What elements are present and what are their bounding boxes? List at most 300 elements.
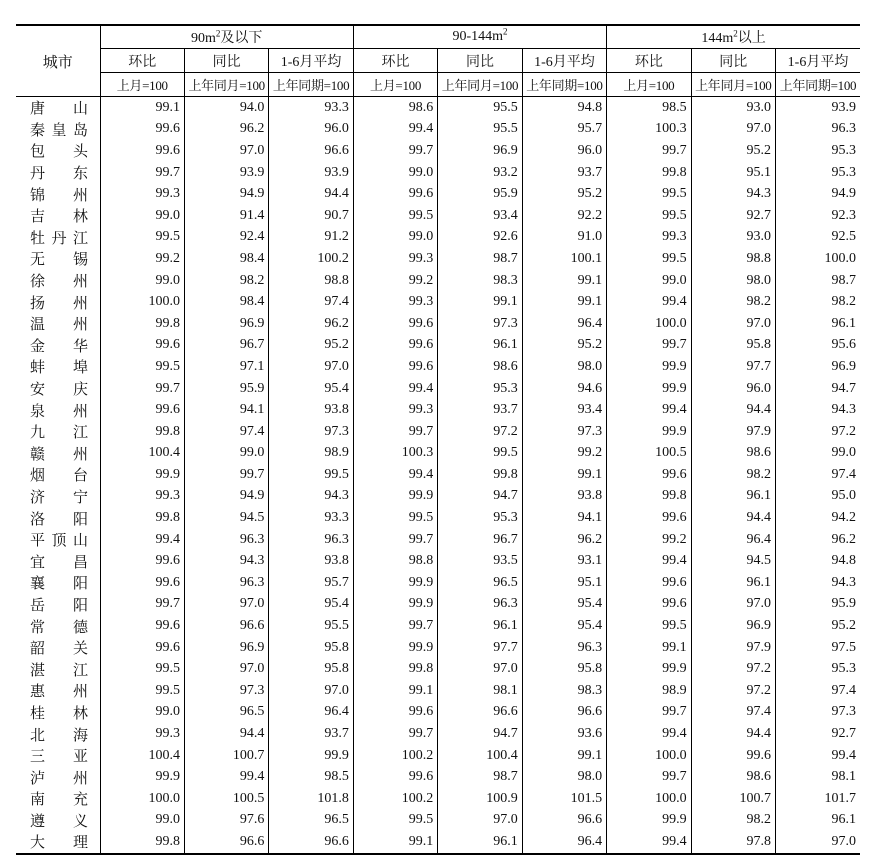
value-cell: 98.5 bbox=[269, 766, 353, 788]
value-cell: 99.1 bbox=[522, 464, 606, 486]
value-cell: 97.2 bbox=[438, 421, 522, 443]
value-cell: 99.3 bbox=[100, 723, 184, 745]
value-cell: 99.9 bbox=[607, 378, 691, 400]
city-name: 遵义 bbox=[30, 813, 88, 830]
base-header-small-2: 上年同月=100 bbox=[184, 73, 268, 97]
value-cell: 94.8 bbox=[776, 550, 860, 572]
value-cell: 94.0 bbox=[184, 97, 268, 119]
base-header-medium-2: 上年同月=100 bbox=[438, 73, 522, 97]
value-cell: 98.2 bbox=[184, 270, 268, 292]
table-row bbox=[16, 529, 860, 551]
city-name: 泉州 bbox=[30, 403, 88, 420]
value-cell: 99.6 bbox=[100, 140, 184, 162]
city-cell bbox=[16, 831, 100, 854]
value-cell: 99.7 bbox=[607, 335, 691, 357]
value-cell: 96.4 bbox=[691, 529, 775, 551]
value-cell: 97.2 bbox=[691, 680, 775, 702]
value-cell: 99.5 bbox=[353, 205, 437, 227]
value-cell: 95.9 bbox=[184, 378, 268, 400]
value-cell: 94.9 bbox=[184, 486, 268, 508]
city-cell bbox=[16, 788, 100, 810]
metric-header-large-2: 同比 bbox=[691, 49, 775, 73]
value-cell: 93.3 bbox=[269, 97, 353, 119]
value-cell: 101.8 bbox=[269, 788, 353, 810]
value-cell: 100.4 bbox=[438, 745, 522, 767]
value-cell: 93.0 bbox=[691, 97, 775, 119]
value-cell: 99.0 bbox=[607, 270, 691, 292]
value-cell: 99.4 bbox=[607, 291, 691, 313]
value-cell: 94.5 bbox=[184, 507, 268, 529]
table-row bbox=[16, 335, 860, 357]
value-cell: 92.5 bbox=[776, 227, 860, 249]
value-cell: 95.3 bbox=[776, 140, 860, 162]
table-row bbox=[16, 140, 860, 162]
value-cell: 96.0 bbox=[522, 140, 606, 162]
value-cell: 99.3 bbox=[353, 248, 437, 270]
value-cell: 95.4 bbox=[269, 378, 353, 400]
value-cell: 96.1 bbox=[776, 810, 860, 832]
value-cell: 99.4 bbox=[100, 529, 184, 551]
value-cell: 98.9 bbox=[269, 443, 353, 465]
value-cell: 99.8 bbox=[100, 507, 184, 529]
table-row bbox=[16, 162, 860, 184]
value-cell: 99.1 bbox=[100, 97, 184, 119]
city-name: 唐山 bbox=[30, 101, 88, 118]
value-cell: 93.1 bbox=[522, 550, 606, 572]
value-cell: 100.3 bbox=[353, 443, 437, 465]
city-name: 扬州 bbox=[30, 295, 88, 312]
city-name: 九江 bbox=[30, 425, 88, 442]
value-cell: 93.8 bbox=[522, 486, 606, 508]
city-cell bbox=[16, 119, 100, 141]
value-cell: 99.6 bbox=[353, 356, 437, 378]
group-header-large: $144m^2$以上 bbox=[607, 25, 860, 49]
table-row bbox=[16, 723, 860, 745]
metric-header-small-1: 环比 bbox=[100, 49, 184, 73]
table-row bbox=[16, 313, 860, 335]
value-cell: 94.9 bbox=[184, 183, 268, 205]
value-cell: 97.2 bbox=[691, 658, 775, 680]
value-cell: 95.4 bbox=[269, 594, 353, 616]
table-row bbox=[16, 183, 860, 205]
value-cell: 99.6 bbox=[607, 464, 691, 486]
city-name: 湛江 bbox=[30, 662, 88, 679]
value-cell: 97.3 bbox=[522, 421, 606, 443]
value-cell: 94.7 bbox=[776, 378, 860, 400]
city-cell bbox=[16, 205, 100, 227]
value-cell: 97.0 bbox=[184, 594, 268, 616]
value-cell: 99.8 bbox=[353, 658, 437, 680]
value-cell: 92.3 bbox=[776, 205, 860, 227]
city-cell bbox=[16, 335, 100, 357]
value-cell: 97.7 bbox=[691, 356, 775, 378]
value-cell: 93.7 bbox=[438, 399, 522, 421]
value-cell: 98.7 bbox=[438, 766, 522, 788]
value-cell: 97.4 bbox=[691, 702, 775, 724]
value-cell: 98.3 bbox=[438, 270, 522, 292]
value-cell: 99.8 bbox=[438, 464, 522, 486]
value-cell: 96.2 bbox=[184, 119, 268, 141]
value-cell: 97.3 bbox=[184, 680, 268, 702]
value-cell: 91.2 bbox=[269, 227, 353, 249]
value-cell: 96.3 bbox=[776, 119, 860, 141]
value-cell: 96.0 bbox=[691, 378, 775, 400]
value-cell: 99.4 bbox=[776, 745, 860, 767]
value-cell: 95.8 bbox=[691, 335, 775, 357]
value-cell: 98.2 bbox=[776, 291, 860, 313]
value-cell: 97.8 bbox=[691, 831, 775, 854]
value-cell: 100.4 bbox=[100, 745, 184, 767]
city-name: 韶关 bbox=[30, 641, 88, 658]
city-name: 无锡 bbox=[30, 252, 88, 269]
table-row bbox=[16, 680, 860, 702]
value-cell: 96.2 bbox=[269, 313, 353, 335]
value-cell: 97.0 bbox=[269, 680, 353, 702]
value-cell: 98.0 bbox=[691, 270, 775, 292]
table-row bbox=[16, 248, 860, 270]
value-cell: 93.9 bbox=[184, 162, 268, 184]
table-row bbox=[16, 702, 860, 724]
value-cell: 98.0 bbox=[522, 766, 606, 788]
city-name: 牡丹江 bbox=[30, 230, 88, 247]
value-cell: 99.0 bbox=[776, 443, 860, 465]
value-cell: 99.4 bbox=[353, 464, 437, 486]
value-cell: 96.9 bbox=[184, 313, 268, 335]
value-cell: 92.7 bbox=[691, 205, 775, 227]
city-cell bbox=[16, 443, 100, 465]
value-cell: 96.5 bbox=[184, 702, 268, 724]
value-cell: 99.2 bbox=[100, 248, 184, 270]
city-cell bbox=[16, 702, 100, 724]
city-name: 三亚 bbox=[30, 749, 88, 766]
base-header-small-3: 上年同期=100 bbox=[269, 73, 353, 97]
value-cell: 99.5 bbox=[353, 810, 437, 832]
value-cell: 96.5 bbox=[438, 572, 522, 594]
value-cell: 96.5 bbox=[269, 810, 353, 832]
value-cell: 99.6 bbox=[353, 702, 437, 724]
value-cell: 97.6 bbox=[184, 810, 268, 832]
value-cell: 99.7 bbox=[184, 464, 268, 486]
table-row bbox=[16, 227, 860, 249]
value-cell: 99.4 bbox=[607, 399, 691, 421]
value-cell: 100.9 bbox=[438, 788, 522, 810]
value-cell: 97.7 bbox=[438, 637, 522, 659]
value-cell: 99.6 bbox=[607, 572, 691, 594]
value-cell: 99.5 bbox=[607, 248, 691, 270]
value-cell: 96.0 bbox=[269, 119, 353, 141]
table-row bbox=[16, 745, 860, 767]
value-cell: 99.6 bbox=[100, 399, 184, 421]
table-row bbox=[16, 356, 860, 378]
value-cell: 93.6 bbox=[522, 723, 606, 745]
city-cell bbox=[16, 356, 100, 378]
value-cell: 100.0 bbox=[100, 291, 184, 313]
table-row bbox=[16, 594, 860, 616]
value-cell: 99.6 bbox=[607, 507, 691, 529]
city-cell bbox=[16, 140, 100, 162]
value-cell: 94.4 bbox=[269, 183, 353, 205]
value-cell: 96.3 bbox=[184, 572, 268, 594]
value-cell: 96.6 bbox=[269, 140, 353, 162]
value-cell: 95.8 bbox=[522, 658, 606, 680]
value-cell: 99.9 bbox=[100, 766, 184, 788]
value-cell: 95.1 bbox=[522, 572, 606, 594]
value-cell: 99.0 bbox=[353, 162, 437, 184]
value-cell: 94.3 bbox=[691, 183, 775, 205]
value-cell: 99.0 bbox=[184, 443, 268, 465]
city-name: 南充 bbox=[30, 792, 88, 809]
value-cell: 99.7 bbox=[353, 723, 437, 745]
value-cell: 99.7 bbox=[353, 140, 437, 162]
value-cell: 99.0 bbox=[100, 270, 184, 292]
value-cell: 96.3 bbox=[269, 529, 353, 551]
city-cell bbox=[16, 421, 100, 443]
value-cell: 99.5 bbox=[607, 615, 691, 637]
base-header-large-2: 上年同月=100 bbox=[691, 73, 775, 97]
city-cell bbox=[16, 378, 100, 400]
value-cell: 99.9 bbox=[100, 464, 184, 486]
value-cell: 98.3 bbox=[522, 680, 606, 702]
value-cell: 99.2 bbox=[607, 529, 691, 551]
value-cell: 95.2 bbox=[522, 183, 606, 205]
value-cell: 99.4 bbox=[353, 378, 437, 400]
city-cell bbox=[16, 723, 100, 745]
group-header-small: $90m^2$及以下 bbox=[100, 25, 353, 49]
city-cell bbox=[16, 507, 100, 529]
value-cell: 99.9 bbox=[353, 594, 437, 616]
value-cell: 97.9 bbox=[691, 421, 775, 443]
city-name: 桂林 bbox=[30, 705, 88, 722]
city-cell bbox=[16, 486, 100, 508]
value-cell: 99.7 bbox=[100, 594, 184, 616]
city-name: 平顶山 bbox=[30, 533, 88, 550]
table-row bbox=[16, 270, 860, 292]
value-cell: 96.1 bbox=[438, 831, 522, 854]
value-cell: 93.9 bbox=[776, 97, 860, 119]
city-cell bbox=[16, 183, 100, 205]
value-cell: 95.8 bbox=[269, 658, 353, 680]
city-cell bbox=[16, 572, 100, 594]
value-cell: 94.4 bbox=[691, 399, 775, 421]
value-cell: 99.6 bbox=[100, 637, 184, 659]
value-cell: 96.1 bbox=[438, 615, 522, 637]
table-row bbox=[16, 378, 860, 400]
value-cell: 99.9 bbox=[269, 745, 353, 767]
value-cell: 94.7 bbox=[438, 486, 522, 508]
value-cell: 100.0 bbox=[607, 313, 691, 335]
city-name: 徐州 bbox=[30, 274, 88, 291]
value-cell: 96.1 bbox=[776, 313, 860, 335]
value-cell: 99.4 bbox=[607, 550, 691, 572]
value-cell: 97.9 bbox=[691, 637, 775, 659]
value-cell: 99.5 bbox=[607, 183, 691, 205]
city-name: 北海 bbox=[30, 727, 88, 744]
city-cell bbox=[16, 637, 100, 659]
city-name: 金华 bbox=[30, 338, 88, 355]
value-cell: 96.6 bbox=[438, 702, 522, 724]
value-cell: 95.3 bbox=[776, 658, 860, 680]
value-cell: 94.3 bbox=[776, 572, 860, 594]
city-name: 岳阳 bbox=[30, 597, 88, 614]
city-cell bbox=[16, 615, 100, 637]
value-cell: 93.8 bbox=[269, 399, 353, 421]
value-cell: 94.1 bbox=[184, 399, 268, 421]
value-cell: 98.0 bbox=[522, 356, 606, 378]
value-cell: 99.7 bbox=[353, 615, 437, 637]
value-cell: 97.5 bbox=[776, 637, 860, 659]
value-cell: 99.3 bbox=[353, 291, 437, 313]
value-cell: 99.8 bbox=[607, 162, 691, 184]
value-cell: 96.9 bbox=[776, 356, 860, 378]
value-cell: 99.9 bbox=[353, 637, 437, 659]
value-cell: 99.3 bbox=[607, 227, 691, 249]
value-cell: 99.1 bbox=[522, 270, 606, 292]
value-cell: 94.6 bbox=[522, 378, 606, 400]
value-cell: 99.1 bbox=[353, 680, 437, 702]
value-cell: 99.6 bbox=[607, 594, 691, 616]
value-cell: 99.0 bbox=[100, 702, 184, 724]
value-cell: 97.0 bbox=[184, 658, 268, 680]
value-cell: 96.6 bbox=[269, 831, 353, 854]
value-cell: 95.1 bbox=[691, 162, 775, 184]
city-name: 宜昌 bbox=[30, 554, 88, 571]
value-cell: 100.0 bbox=[607, 745, 691, 767]
value-cell: 97.0 bbox=[269, 356, 353, 378]
value-cell: 99.7 bbox=[100, 378, 184, 400]
value-cell: 97.4 bbox=[776, 464, 860, 486]
value-cell: 94.4 bbox=[691, 507, 775, 529]
value-cell: 98.6 bbox=[438, 356, 522, 378]
value-cell: 98.9 bbox=[607, 680, 691, 702]
value-cell: 98.2 bbox=[691, 810, 775, 832]
group-header-medium: $90-144m^2$ bbox=[353, 25, 606, 49]
table-row bbox=[16, 550, 860, 572]
value-cell: 94.4 bbox=[184, 723, 268, 745]
city-cell bbox=[16, 162, 100, 184]
city-cell bbox=[16, 313, 100, 335]
city-name: 秦皇岛 bbox=[30, 122, 88, 139]
value-cell: 99.2 bbox=[353, 270, 437, 292]
metric-header-small-3: 1-6月平均 bbox=[269, 49, 353, 73]
city-cell bbox=[16, 745, 100, 767]
value-cell: 97.4 bbox=[184, 421, 268, 443]
value-cell: 98.4 bbox=[184, 291, 268, 313]
value-cell: 94.1 bbox=[522, 507, 606, 529]
value-cell: 99.6 bbox=[100, 335, 184, 357]
value-cell: 100.2 bbox=[353, 788, 437, 810]
value-cell: 99.7 bbox=[607, 766, 691, 788]
value-cell: 99.0 bbox=[100, 810, 184, 832]
city-name: 赣州 bbox=[30, 446, 88, 463]
value-cell: 99.5 bbox=[269, 464, 353, 486]
value-cell: 99.9 bbox=[353, 486, 437, 508]
table-row bbox=[16, 97, 860, 119]
value-cell: 99.9 bbox=[353, 572, 437, 594]
value-cell: 96.2 bbox=[776, 529, 860, 551]
value-cell: 95.3 bbox=[438, 507, 522, 529]
value-cell: 96.3 bbox=[522, 637, 606, 659]
metric-header-medium-3: 1-6月平均 bbox=[522, 49, 606, 73]
value-cell: 99.4 bbox=[353, 119, 437, 141]
value-cell: 100.4 bbox=[100, 443, 184, 465]
table-row bbox=[16, 399, 860, 421]
value-cell: 93.7 bbox=[522, 162, 606, 184]
value-cell: 95.3 bbox=[438, 378, 522, 400]
value-cell: 99.8 bbox=[100, 313, 184, 335]
value-cell: 99.3 bbox=[100, 486, 184, 508]
value-cell: 98.2 bbox=[691, 464, 775, 486]
value-cell: 99.1 bbox=[353, 831, 437, 854]
value-cell: 93.4 bbox=[438, 205, 522, 227]
value-cell: 96.3 bbox=[184, 529, 268, 551]
value-cell: 97.0 bbox=[184, 140, 268, 162]
table-row bbox=[16, 464, 860, 486]
table-row bbox=[16, 205, 860, 227]
city-name: 蚌埠 bbox=[30, 360, 88, 377]
value-cell: 98.5 bbox=[607, 97, 691, 119]
value-cell: 96.9 bbox=[691, 615, 775, 637]
value-cell: 100.7 bbox=[691, 788, 775, 810]
value-cell: 99.1 bbox=[522, 745, 606, 767]
city-name: 温州 bbox=[30, 317, 88, 334]
value-cell: 98.4 bbox=[184, 248, 268, 270]
table-row bbox=[16, 443, 860, 465]
value-cell: 98.6 bbox=[691, 766, 775, 788]
value-cell: 100.0 bbox=[100, 788, 184, 810]
city-cell bbox=[16, 594, 100, 616]
value-cell: 99.6 bbox=[353, 313, 437, 335]
table-row bbox=[16, 421, 860, 443]
value-cell: 98.1 bbox=[776, 766, 860, 788]
city-name: 惠州 bbox=[30, 684, 88, 701]
value-cell: 94.9 bbox=[776, 183, 860, 205]
table-row bbox=[16, 507, 860, 529]
value-cell: 95.2 bbox=[269, 335, 353, 357]
city-cell bbox=[16, 810, 100, 832]
value-cell: 98.8 bbox=[269, 270, 353, 292]
value-cell: 95.8 bbox=[269, 637, 353, 659]
city-cell bbox=[16, 97, 100, 119]
value-cell: 97.0 bbox=[691, 594, 775, 616]
value-cell: 100.3 bbox=[607, 119, 691, 141]
table-row bbox=[16, 788, 860, 810]
value-cell: 92.7 bbox=[776, 723, 860, 745]
value-cell: 93.8 bbox=[269, 550, 353, 572]
base-header-small-1: 上月=100 bbox=[100, 73, 184, 97]
value-cell: 98.7 bbox=[438, 248, 522, 270]
value-cell: 99.6 bbox=[353, 335, 437, 357]
value-cell: 97.0 bbox=[438, 810, 522, 832]
city-name: 洛阳 bbox=[30, 511, 88, 528]
value-cell: 97.0 bbox=[691, 119, 775, 141]
value-cell: 97.0 bbox=[691, 313, 775, 335]
city-name: 烟台 bbox=[30, 468, 88, 485]
value-cell: 99.6 bbox=[353, 766, 437, 788]
value-cell: 99.5 bbox=[100, 680, 184, 702]
table-header bbox=[16, 25, 860, 97]
value-cell: 98.1 bbox=[438, 680, 522, 702]
value-cell: 95.7 bbox=[522, 119, 606, 141]
value-cell: 99.5 bbox=[100, 658, 184, 680]
value-cell: 99.7 bbox=[607, 702, 691, 724]
table-row bbox=[16, 810, 860, 832]
value-cell: 98.6 bbox=[353, 97, 437, 119]
table-row bbox=[16, 637, 860, 659]
value-cell: 99.6 bbox=[691, 745, 775, 767]
value-cell: 96.7 bbox=[184, 335, 268, 357]
city-name: 吉林 bbox=[30, 209, 88, 226]
metric-header-large-1: 环比 bbox=[607, 49, 691, 73]
